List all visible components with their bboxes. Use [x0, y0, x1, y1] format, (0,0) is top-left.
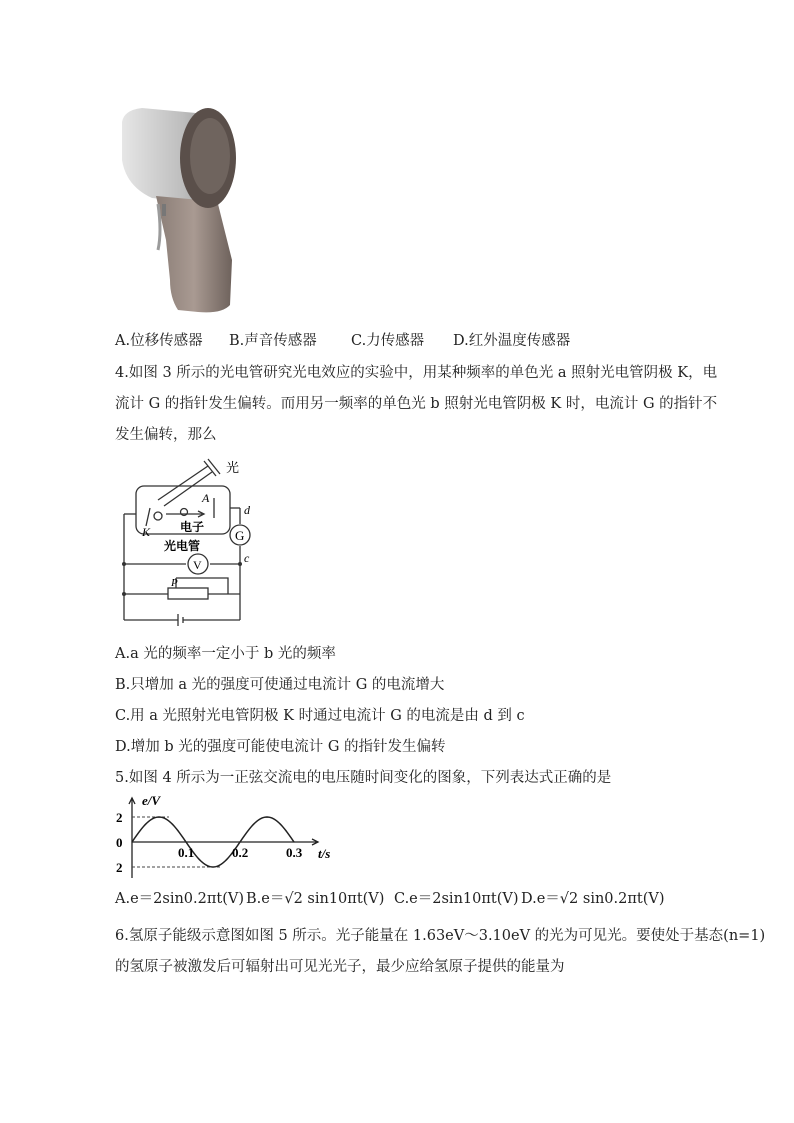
q5-stem: 5.如图 4 所示为一正弦交流电的电压随时间变化的图象，下列表达式正确的是: [115, 770, 612, 786]
label-P: P: [171, 577, 178, 589]
sine-point-7: [226, 859, 227, 860]
label-tube: 光电管: [164, 539, 201, 553]
q3-option-d[interactable]: D.红外温度传感器: [453, 333, 571, 349]
x-tick-0.1: 0.1: [178, 845, 195, 860]
q5-option-c[interactable]: C.e＝2sin10πt(V): [394, 891, 519, 907]
y-tick-min: 2: [116, 860, 123, 875]
x-tick-0.2: 0.2: [232, 845, 249, 860]
y-tick-zero: 0: [116, 835, 123, 850]
sine-point-4: [185, 841, 186, 842]
q4-option-a[interactable]: A.a 光的频率一定小于 b 光的频率: [115, 646, 336, 662]
sine-point-2: [158, 816, 159, 817]
y-axis-label: e/V: [142, 793, 161, 808]
q4-option-d[interactable]: D.增加 b 光的强度可能使电流计 G 的指针发生偏转: [115, 739, 446, 755]
q6-stem-line-1: 6.氢原子能级示意图如图 5 所示。光子能量在 1.63eV～3.10eV 的光为可见光。要使处于基态(n=1): [115, 928, 766, 944]
infrared-thermometer-image: [112, 100, 242, 318]
label-light: 光: [226, 460, 240, 475]
sine-point-6: [212, 866, 213, 867]
label-A: A: [202, 491, 210, 505]
q5-options: [115, 889, 665, 909]
x-axis-label: t/s: [318, 846, 331, 861]
sine-point-0: [131, 841, 132, 842]
x-tick-0.3: 0.3: [286, 845, 303, 860]
sine-point-10: [266, 816, 267, 817]
q4-stem-line-3: 发生偏转，那么: [115, 427, 217, 443]
sine-point-3: [172, 824, 173, 825]
label-G: G: [235, 528, 245, 543]
label-electron: 电子: [180, 520, 205, 534]
q3-options: [115, 331, 570, 351]
q3-option-c[interactable]: C.力传感器: [351, 333, 425, 349]
label-c: c: [244, 551, 250, 565]
sine-point-11: [280, 824, 281, 825]
y-tick-max: 2: [116, 810, 123, 825]
label-V: V: [193, 558, 202, 572]
phototube-circuit-diagram: [116, 456, 266, 626]
q6-stem-line-2: 的氢原子被激发后可辐射出可见光光子，最少应给氢原子提供的能量为: [115, 959, 565, 975]
q5-option-b[interactable]: B.e＝√2 sin10πt(V): [246, 891, 385, 907]
sine-point-1: [145, 824, 146, 825]
sine-point-12: [293, 841, 294, 842]
q5-option-a[interactable]: A.e＝2sin0.2πt(V): [115, 891, 245, 907]
sine-point-9: [253, 824, 254, 825]
q5-option-d[interactable]: D.e＝√2 sin0.2πt(V): [521, 891, 665, 907]
sine-point-5: [199, 859, 200, 860]
q4-stem-line-1: 4.如图 3 所示的光电管研究光电效应的实验中，用某种频率的单色光 a 照射光电管阴极 K，电: [115, 365, 718, 381]
label-d: d: [244, 503, 250, 517]
sine-voltage-chart: [104, 792, 344, 880]
q4-option-b[interactable]: B.只增加 a 光的强度可使通过电流计 G 的电流增大: [115, 677, 445, 693]
sine-point-8: [239, 841, 240, 842]
q4-stem-line-2: 流计 G 的指针发生偏转。而用另一频率的单色光 b 照射光电管阴极 K 时，电流计 G 的指针不: [115, 396, 718, 412]
q3-option-b[interactable]: B.声音传感器: [229, 333, 317, 349]
q4-option-c[interactable]: C.用 a 光照射光电管阴极 K 时通过电流计 G 的电流是由 d 到 c: [115, 708, 525, 724]
label-K: K: [142, 525, 151, 539]
q3-option-a[interactable]: A.位移传感器: [115, 333, 203, 349]
